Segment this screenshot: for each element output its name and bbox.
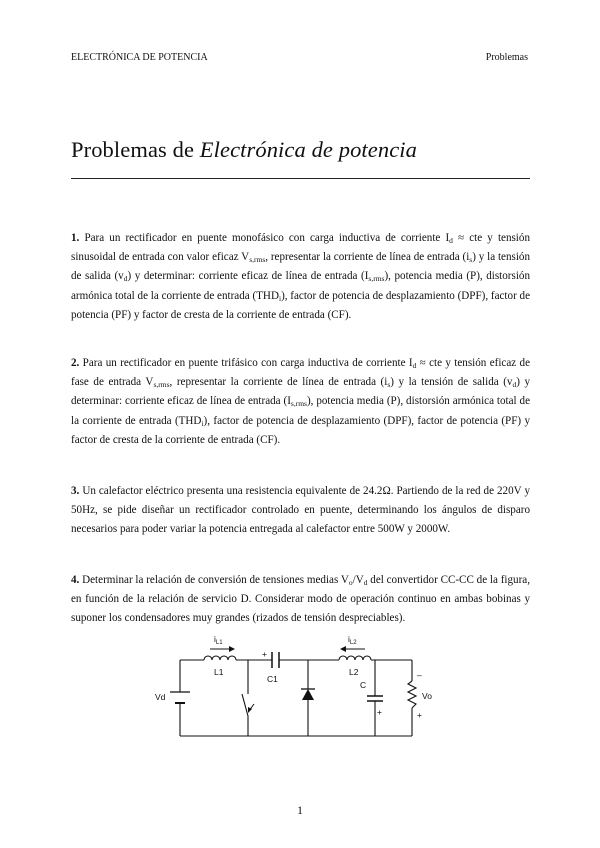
problem-number: 1. bbox=[71, 232, 80, 244]
problem-text: ), potencia media (P), distorsión armónica total de la corriente de entrada (THD bbox=[71, 270, 530, 302]
vo-label: Vo bbox=[422, 691, 432, 701]
subscript: s,rms bbox=[290, 399, 307, 409]
il1-label: $i_{L1}$ bbox=[214, 634, 223, 646]
title-emphasis: Electrónica de potencia bbox=[199, 137, 418, 162]
problem-text: ) y la tensión de salida (v bbox=[390, 376, 513, 389]
subscript: i bbox=[201, 418, 204, 428]
load-resistor bbox=[408, 681, 416, 708]
arrow-head-l1 bbox=[229, 646, 235, 652]
problem-text: Para un rectificador en puente trifásico con carga inductiva de corriente I bbox=[79, 357, 413, 369]
subscript: s,rms bbox=[368, 274, 385, 284]
l2-label: L2 bbox=[349, 667, 359, 677]
problem-text: Un calefactor eléctrico presenta una resistencia equivalente de 24.2Ω. Partiendo de la red de 220V y 50Hz, se pide diseñar un rectificador controlado en puente, determinando los ángulos de disparo necesarios para poder variar la potencia entregada al calefactor entre 500W y 2000W. bbox=[71, 485, 530, 536]
problem-text: ), factor de potencia de desplazamiento (DPF), factor de potencia (PF) y factor de cresta de la corriente de entrada (CF). bbox=[71, 414, 530, 446]
running-header-section: Problemas bbox=[485, 52, 528, 63]
problem-text: ≈ cte y tensión sinusoidal de entrada con valor eficaz V bbox=[71, 232, 530, 264]
problem-text: ) y la tensión de salida (v bbox=[71, 251, 531, 283]
title-rule bbox=[71, 178, 530, 179]
problem-number: 4. bbox=[71, 574, 80, 586]
problem-text: Determinar la relación de conversión de tensiones medias V bbox=[79, 574, 349, 586]
subscript: s bbox=[469, 255, 473, 265]
c-plus: + bbox=[377, 707, 382, 717]
problem-1 bbox=[71, 229, 530, 325]
problem-text: del convertidor CC-CC de la figura, en función de la relación de servicio D. Considerar modo de operación continuo en ambas bobinas y suponer los condensadores muy grandes (rizados de tensión despreciables). bbox=[71, 574, 530, 625]
c1-label: C1 bbox=[267, 674, 278, 684]
subscript: d bbox=[412, 361, 417, 370]
subscript: d bbox=[123, 274, 128, 284]
inductor-l1 bbox=[204, 656, 236, 660]
problem-number: 2. bbox=[71, 357, 80, 369]
problem-text: , representar la corriente de línea de entrada (i bbox=[169, 376, 388, 389]
problem-text: , representar la corriente de línea de entrada (i bbox=[265, 251, 470, 264]
problem-text: /V bbox=[352, 574, 364, 586]
subscript: d bbox=[363, 578, 368, 587]
c1-plus: + bbox=[262, 649, 267, 659]
problem-2 bbox=[71, 354, 530, 450]
subscript: d bbox=[512, 380, 517, 390]
subscript: s,rms bbox=[153, 380, 170, 390]
l1-label: L1 bbox=[214, 667, 224, 677]
subscript: d bbox=[449, 236, 453, 245]
il2-label: $i_{L2}$ bbox=[348, 634, 357, 646]
vd-label: Vd bbox=[155, 692, 166, 702]
problem-3 bbox=[71, 482, 530, 540]
title-prefix: Problemas de bbox=[71, 137, 200, 162]
il2-subscript: L2 bbox=[349, 640, 357, 646]
diode-body bbox=[302, 689, 314, 700]
arrow-head-l2 bbox=[340, 646, 346, 652]
il1-subscript: L1 bbox=[215, 640, 223, 646]
vo-plus: + bbox=[417, 710, 422, 720]
subscript: o bbox=[348, 578, 353, 587]
problem-text: ), potencia media (P), distorsión armónica total de la corriente de entrada (THD bbox=[71, 395, 531, 427]
page-number: 1 bbox=[297, 803, 303, 817]
problem-text: Para un rectificador en puente monofásico con carga inductiva de corriente I bbox=[79, 232, 450, 244]
problem-text: ), factor de potencia de desplazamiento (DPF), factor de potencia (PF) y factor de cresta de la corriente de entrada (CF). bbox=[71, 289, 531, 321]
vo-minus: – bbox=[417, 670, 422, 680]
problem-number: 3. bbox=[71, 485, 80, 497]
problem-text: ) y determinar: corriente eficaz de línea de entrada (I bbox=[127, 270, 369, 283]
c-label: C bbox=[360, 680, 367, 690]
subscript: s bbox=[387, 380, 391, 390]
problem-text: ) y determinar: corriente eficaz de línea de entrada (I bbox=[71, 376, 531, 408]
page-title bbox=[71, 137, 417, 163]
switch-blade bbox=[242, 694, 248, 716]
problem-text: ≈ cte y tensión eficaz de fase de entrada V bbox=[71, 357, 530, 389]
subscript: s,rms bbox=[249, 255, 266, 265]
inductor-l2 bbox=[339, 656, 371, 660]
problem-4 bbox=[71, 571, 530, 629]
converter-circuit-diagram bbox=[150, 632, 440, 750]
running-header-title: ELECTRÓNICA DE POTENCIA bbox=[71, 52, 208, 63]
subscript: i bbox=[278, 293, 282, 303]
